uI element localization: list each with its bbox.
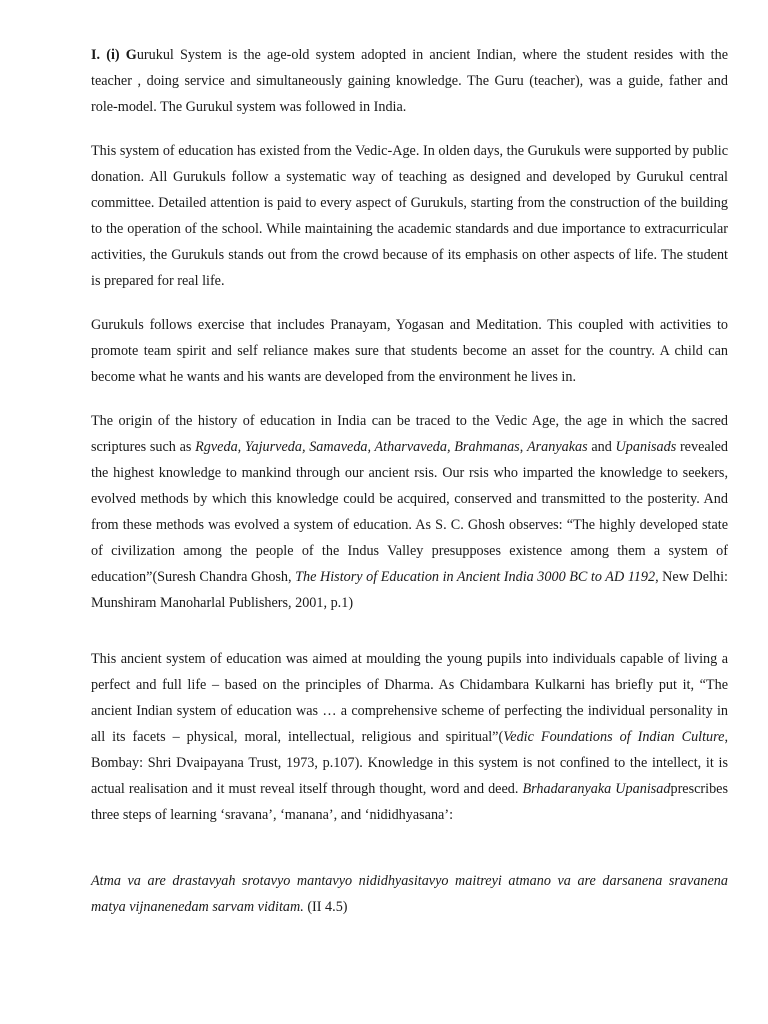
sanskrit-verse: Atma va are drastavyah srotavyo mantavyo nididhyasitavyo maitreyi atmano va are darsanena sravanena matya vijnanenedam sarvam viditam.	[91, 873, 728, 915]
paragraph-text: prescribes three steps of learning ‘sravana’, ‘manana’, and ‘nididhyasana’:	[91, 781, 728, 823]
paragraph-text: , New Delhi: Munshiram Manoharlal Publishers, 2001, p.1)	[91, 569, 728, 611]
paragraph-text: The origin of the history of education in India can be traced to the Vedic Age, the age in which the sacred scriptures such as	[91, 413, 728, 455]
section-number: I.	[91, 47, 101, 63]
scripture-upanisads: Upanisads	[615, 439, 677, 455]
paragraph-exercise	[91, 312, 728, 390]
verse-reference: (II 4.5)	[303, 899, 348, 915]
paragraph-origin-history	[91, 408, 728, 616]
paragraph-text: This ancient system of education was aimed at moulding the young pupils into individuals capable of living a perfect and full life – based on the principles of Dharma. As Chidambara Kulkarni has briefly put it, “The ancient Indian system of education was … a comprehensive scheme of perfecting the individual personality in all its facets – physical, moral, intellectual, religious and spiritual”(	[91, 651, 728, 745]
paragraph-text: and	[587, 439, 616, 455]
paragraph-text: Gurukuls follows exercise that includes Pranayam, Yogasan and Meditation. This coupled with activities to promote team spirit and self reliance makes sure that students become an asset for the country. A child can become what he wants and his wants are developed from the environment he lives in.	[91, 317, 728, 385]
paragraph-ancient-system	[91, 646, 728, 828]
book-title-kulkarni: Vedic Foundations of Indian Culture	[503, 729, 725, 745]
document-page	[91, 42, 728, 938]
subsection-number: (i)	[106, 47, 120, 63]
paragraph-text: This system of education has existed from the Vedic-Age. In olden days, the Gurukuls were supported by public donation. All Gurukuls follow a systematic way of teaching as designed and developed by Gurukul central committee. Detailed attention is paid to every aspect of Gurukuls, starting from the construction of the building to the operation of the school. While maintaining the academic standards and due importance to extracurricular activities, the Gurukuls stands out from the crowd because of its emphasis on other aspects of life. The student is prepared for real life.	[91, 143, 728, 289]
paragraph-gurukul-intro	[91, 42, 728, 120]
upanisad-title: Brhadaranyaka Upanisad	[522, 781, 671, 797]
paragraph-text: , Bombay: Shri Dvaipayana Trust, 1973, p.107). Knowledge in this system is not confined to the intellect, it is actual realisation and it must reveal itself through thought, word and deed.	[91, 729, 728, 797]
paragraph-sanskrit-verse	[91, 868, 728, 920]
paragraph-text: ,	[519, 439, 527, 455]
paragraph-text: urukul System is the age-old system adopted in ancient Indian, where the student resides with the teacher , doing service and simultaneously gaining knowledge. The Guru (teacher), was a guide, father and role-model. The Gurukul system was followed in India.	[91, 47, 729, 115]
scripture-aranyakas: Aranyakas	[526, 439, 588, 455]
paragraph-text: revealed the highest knowledge to mankind through our ancient rsis. Our rsis who imparted the knowledge to seekers, evolved methods by which this knowledge could be acquired, conserved and transmitted to the posterity. And from these methods was evolved a system of education. As S. C. Ghosh observes: “The highly developed state of civilization among the people of the Indus Valley presupposes existence among them a system of education”(Suresh Chandra Ghosh,	[91, 439, 729, 585]
book-title-ghosh: The History of Education in Ancient India 3000 BC to AD 1192	[295, 569, 656, 585]
first-letter: G	[125, 47, 137, 63]
paragraph-vedic-age	[91, 138, 728, 294]
scripture-names: Rgveda, Yajurveda, Samaveda, Atharvaveda, Brahmanas	[195, 439, 520, 455]
